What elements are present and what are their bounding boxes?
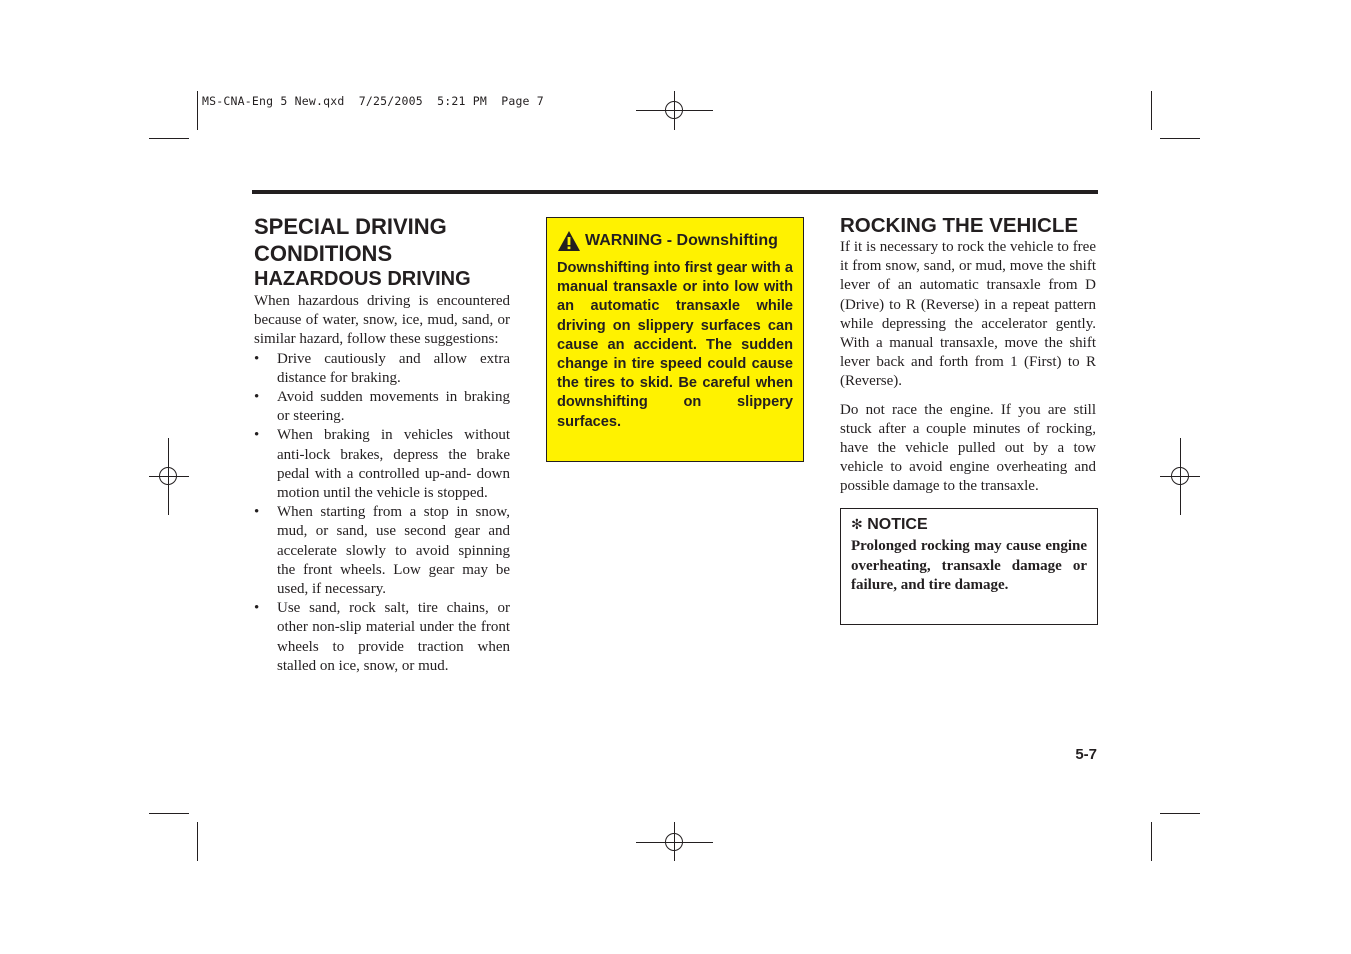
notice-title-row: [851, 516, 928, 534]
notice-box: [840, 508, 1098, 625]
notice-text: Prolonged rocking may cause engine overheating, transaxle damage or failure, and tire damage.: [851, 538, 1087, 593]
warning-text: Downshifting into first gear with a manual transaxle or into low with an automatic transaxle while driving on slippery surfaces can cause an accident. The sudden change in tire speed could cause the tires to skid. Be careful when downshifting on slippery surfaces.: [557, 260, 793, 430]
section-subtitle: HAZARDOUS DRIVING: [254, 268, 471, 290]
rocking-paragraph-2: Do not race the engine. If you are still stuck after a couple minutes of rocking, have the vehicle pulled out by a tow vehicle to avoid engine overheating and possible damage to the transaxle.: [840, 401, 1096, 495]
page-number: 5-7: [1075, 746, 1097, 763]
list-item: • When braking in vehicles without anti-lock brakes, depress the brake pedal with a controlled up-and- down motion until the vehicle is stopped.: [254, 426, 510, 503]
list-item: • Use sand, rock salt, tire chains, or other non-slip material under the front wheels to provide traction when stalled on ice, snow, or mud.: [254, 599, 510, 676]
list-item: • Avoid sudden movements in braking or steering.: [254, 388, 510, 426]
list-item: • Drive cautiously and allow extra distance for braking.: [254, 350, 510, 388]
rocking-title: ROCKING THE VEHICLE: [840, 214, 1079, 237]
suggestion-list: [254, 350, 510, 676]
warning-box: [546, 217, 804, 462]
left-column: [254, 213, 510, 676]
notice-symbol-icon: ✻: [851, 517, 863, 533]
warning-title-row: [557, 230, 778, 252]
warning-title: WARNING - Downshifting: [585, 232, 778, 249]
printer-slug: MS-CNA-Eng 5 New.qxd 7/25/2005 5:21 PM Page 7: [202, 94, 544, 108]
header-rule: [252, 190, 1098, 194]
notice-title: NOTICE: [867, 516, 928, 533]
rocking-paragraph-1: If it is necessary to rock the vehicle to free it from snow, sand, or mud, move the shift lever of an automatic transaxle from D (Drive) to R (Reverse) in a repeat pattern while depressing the accelerator gently. With a manual transaxle, move the shift lever back and forth from 1 (First) to R (Reverse).: [840, 239, 1096, 390]
intro-paragraph: When hazardous driving is encountered because of water, snow, ice, mud, sand, or similar hazard, follow these suggestions:: [254, 293, 510, 348]
right-column: [840, 213, 1096, 497]
warning-triangle-icon: [557, 230, 581, 252]
list-item: • When starting from a stop in snow, mud, or sand, use second gear and accelerate slowly to avoid spinning the front wheels. Low gear may be used, if necessary.: [254, 503, 510, 599]
section-title: SPECIAL DRIVING CONDITIONS: [254, 214, 447, 266]
